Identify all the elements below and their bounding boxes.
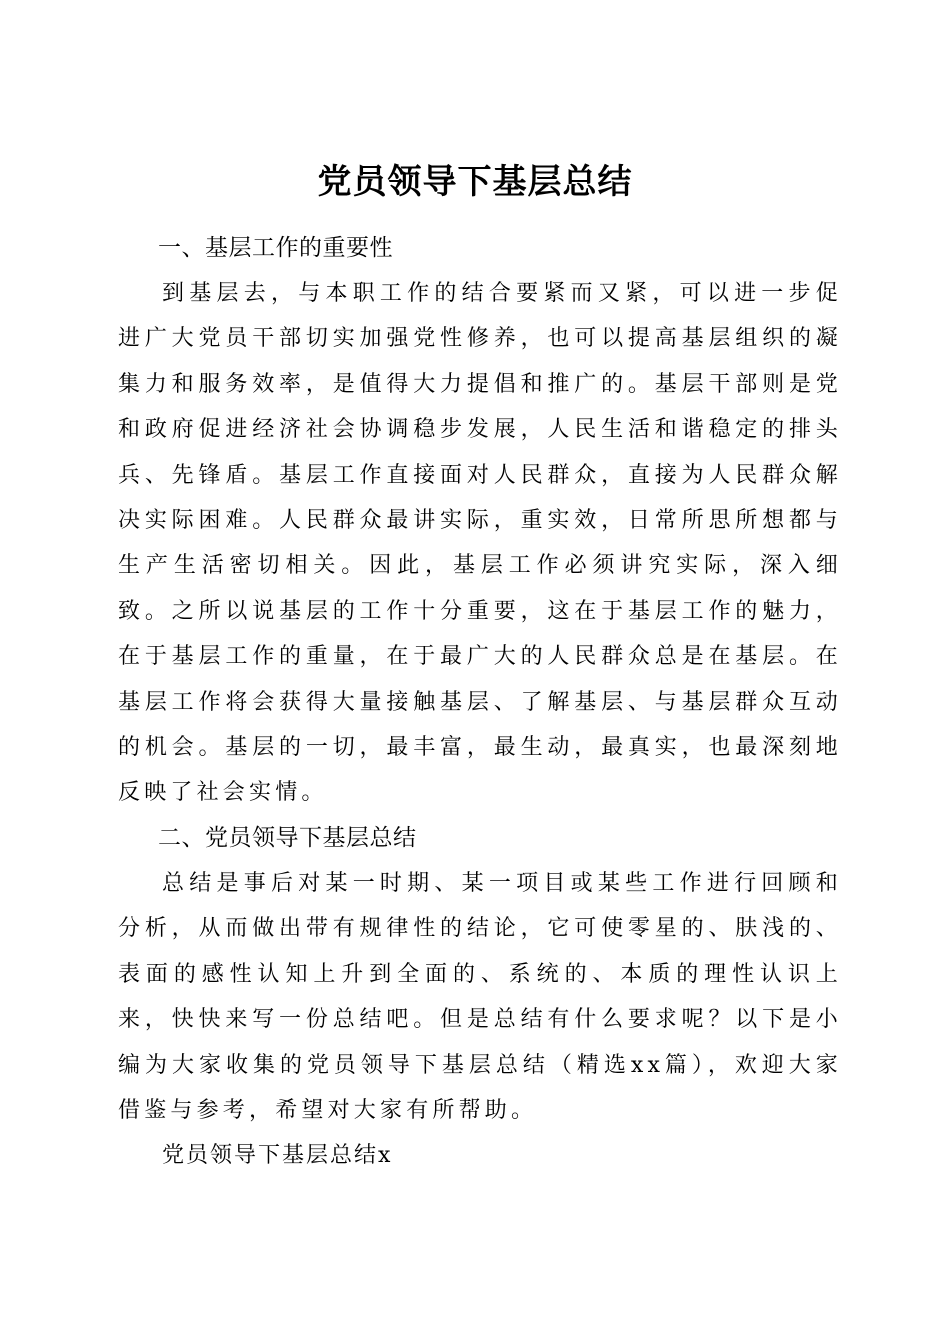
section-heading-summary: 二、党员领导下基层总结 [158, 824, 417, 851]
section-paragraph-importance: 到基层去，与本职工作的结合要紧而又紧，可以进一步促进广大党员干部切实加强党性修养，也可以提高基层组织的凝集力和服务效率，是值得大力提倡和推广的。基层干部则是党和政府促进经济社会协调稳步发展，人民生活和谐稳定的排头兵、先锋盾。基层工作直接面对人民群众，直接为人民群众解决实际困难。人民群众最讲实际，重实效，日常所思所想都与生产生活密切相关。因此，基层工作必须讲究实际，深入细致。之所以说基层的工作十分重要，这在于基层工作的魅力，在于基层工作的重量，在于最广大的人民群众总是在基层。在基层工作将会获得大量接触基层、了解基层、与基层群众互动的机会。基层的一切，最丰富，最生动，最真实，也最深刻地反映了社会实情。 [118, 281, 842, 806]
document-body [118, 226, 842, 1179]
section-heading-importance: 一、基层工作的重要性 [158, 235, 393, 261]
closing-line: 党员领导下基层总结x [162, 1143, 393, 1169]
section-paragraph-summary: 总结是事后对某一时期、某一项目或某些工作进行回顾和分析，从而做出带有规律性的结论，它可使零星的、肤浅的、表面的感性认知上升到全面的、系统的、本质的理性认识上来，快快来写一份总结吧。但是总结有什么要求呢？以下是小编为大家收集的党员领导下基层总结（精选xx篇），欢迎大家借鉴与参考，希望对大家有所帮助。 [118, 870, 842, 1123]
document-title: 党员领导下基层总结 [317, 161, 633, 202]
